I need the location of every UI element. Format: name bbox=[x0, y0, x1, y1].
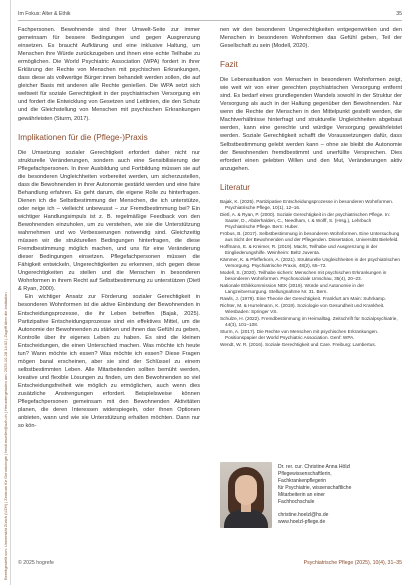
author-affiliation-line: für Psychiatrie, wissenschaftliche bbox=[278, 485, 352, 491]
reference-item: Sturm, A. (2017). Die Rechte von Menschen mit psychischen Erkrankungen. Positionspapier der World Psychiatric Association. Genf: WPA. bbox=[220, 328, 379, 340]
author-photo bbox=[220, 462, 272, 528]
paragraph-intro-left: Fachpersonen. Bewohnende sind ihrer Umwelt-Seite zur immer gemeinsam für bessere Bedingungen und gegen Ausgrenzung einsetzen. Es braucht Aufklärung und eine inklusive Haltung, um Menschen ihre Würde zurückzugeben und ihnen eine echte Teilhabe zu ermöglichen. Die World Psychiatric Association (WPA) fordert in ihrer Erklärung der Rechte von Menschen mit psychischen Erkrankungen, dass diese als vollwertige Bürger:innen behandelt werden sollen, die auf gleicher Basis mit anderen alle Rechte genießen. Die WPA setzt sich weltweit für soziale Gerechtigkeit in der psychiatrischen Versorgung ein und fordert die Entwicklung von Gesetzen und Leitlinien, die den Schutz und die Gleichstellung von Menschen mit psychischen Erkrankungen gewährleisten (Sturm, 2017). bbox=[18, 27, 200, 122]
copyright-notice: © 2025 hogrefe bbox=[18, 560, 54, 566]
reference-item: Schulze, H. (2022). Fremdbestimmung im Heimalltag. Zeitschrift für Sozialpsychiatrie, 44(3), 101–108. bbox=[220, 315, 398, 327]
section-heading-literatur: Literatur bbox=[220, 182, 251, 192]
reference-item: Fröbus, B. (2017). Selbstbestimmung in besonderen Wohnformen. Eine Untersuchung aus Sicht der Bewohnenden und der Pflegenden. Dissertation, Universität Bielefeld. bbox=[220, 230, 400, 243]
reference-item: Dietl, A. & Ryan, P. (2000). Soziale Gerechtigkeit in der psychiatrischen Pflege. In: Sauter, D., Abderhalden, C., Needham, I. & Wolff, S. (Hrsg.), Lehrbuch Psychiatrische Pflege. Bern: Huber. bbox=[220, 211, 391, 230]
left-column bbox=[18, 26, 200, 556]
section-heading-fazit: Fazit bbox=[220, 60, 238, 70]
author-affiliation-line: Fachkrankenpflegerin bbox=[278, 478, 327, 484]
reference-item: Wendt, W. R. (2016). Soziale Gerechtigkeit und Care. Freiburg: Lambertus. bbox=[220, 341, 376, 347]
author-affiliation-line: Pflegewissenschaftlerin, bbox=[278, 471, 332, 477]
reference-item: Modell, S. (2020). Teilhabe sichern: Menschen mit psychischen Erkrankungen in besonderen Wohnformen. Psychosoziale Umschau, 35(4), 20–23. bbox=[220, 269, 387, 282]
reference-item: Kämmer, K. & Pfefferkorn, A. (2021). Strukturelle Ungleichheiten in der psychiatrischen Versorgung. Psychiatrische Praxis, 48(2), 65–72. bbox=[220, 256, 400, 269]
page-footer bbox=[18, 560, 402, 570]
page-number: 35 bbox=[396, 11, 402, 17]
author-affiliation-line: Fachhochschule bbox=[278, 499, 315, 505]
journal-citation: Psychiatrische Pflege (2025), 10(4), 31–35 bbox=[303, 560, 402, 566]
author-web-link[interactable]: www.hoelzl-pflege.de bbox=[278, 519, 326, 525]
download-notice: Bereitgestellt von: Universität Zürich (UZH) | Zentrum für Gerontologie | heidi.mueller@uzh.ch | Heruntergeladen am: 2025-10-28 14:02 | Zugriff über die Institution bbox=[3, 292, 8, 580]
author-email-link[interactable]: christine.hoelzl@hs.de bbox=[278, 512, 329, 518]
reference-item: Rawls, J. (1979). Eine Theorie der Gerechtigkeit. Frankfurt am Main: Suhrkamp. bbox=[220, 295, 386, 301]
document-page bbox=[18, 10, 402, 575]
author-box bbox=[220, 458, 402, 548]
reference-item: Nationale Ethikkommission NEK (2019). Würde und Autonomie in der Langzeitversorgung. Stellungnahme Nr. 31. Bern. bbox=[220, 282, 365, 295]
author-info bbox=[278, 464, 402, 526]
section-heading-implications: Implikationen für die (Pflege-)Praxis bbox=[18, 132, 148, 142]
author-name: Dr. rer. cur. Christine Anna Hölzl bbox=[278, 464, 351, 470]
paragraph-practice-2: Ein wichtiger Ansatz zur Förderung sozialer Gerechtigkeit in besonderen Wohnformen ist die aktive Einbindung der Bewohnenden in Entscheidungsprozesse, die ihr Leben betreffen (Bajak, 2025). Partizipative Entscheidungsprozesse sind ein effektives Mittel, um die Autonomie der Bewohnenden zu stärken und ihnen das Gefühl zu geben, Kontrolle über ihr eigenes Leben zu haben. Es sind die kleinen Entscheidungen, die einen Unterschied machen. Was möchte ich heute tun? Wann möchte ich essen? Was möchte ich essen? Diese Fragen mögen banal erscheinen, aber sie sind der Schlüssel zu einem selbstbestimmten Leben. Alle Mitarbeitenden sollten bemüht werden, kreative und flexible Lösungen zu finden, um den Bewohnenden so viel Entscheidungsfreiheit wie möglich zu ermöglichen, auch wenn dies zusätzliche Anstrengungen erfordert. Beispielsweise können Pflegefachpersonen gemeinsam mit den Bewohnenden Aktivitäten planen, die deren Interessen widerspiegeln, oder ihnen Optionen anbieten, wann und wie sie Unterstützung erhalten möchten. Dann nur so kön- bbox=[18, 294, 200, 430]
running-header bbox=[18, 10, 402, 21]
author-affiliation-line: Mitarbeiterin an einer bbox=[278, 492, 325, 498]
running-title: Im Fokus: Alter & Ethik bbox=[18, 11, 71, 17]
download-sidebar bbox=[0, 0, 11, 585]
paragraph-practice-1: Die Umsetzung sozialer Gerechtigkeit erfordert daher nicht nur strukturelle Veränderungen, sondern auch eine Sensibilisierung der Pflegefachpersonen. In ihrer Ausbildung und Fortbildung müssen sie auf die besonderen Ungleichheiten vorbereitet werden, um sicherzustellen, dass die Bewohnenden in ihrer Autonomie gestärkt werden und eine faire Behandlung erfahren. Es geht darum, die eigene Rolle zu hinterfragen. Dienen ich die Selbstbestimmung der Menschen, die ich unterstütze, oder neige ich – vielleicht unbewusst – zur Fremdbestimmung bei? Ein wichtiger Handlungsimpuls ist z. B. regelmäßige Feedback von den Bewohnenden einzuholen, um zu verstehen, wie sie die Unterstützung wahrnehmen und wo Verbesserungen notwendig sind. Gleichzeitig müssen wir die strukturellen Bedingungen hinterfragen, die diese Fremdbestimmung möglich machen, und uns für eine Veränderung dieser Bedingungen einsetzen. Pflegefachpersonen müssen die Fähigkeit entwickeln, Ungerechtigkeiten zu erkennen, sich gegen diese Ungerechtigkeiten zu stellen und die Menschen in besonderen Wohnformen in ihrem Recht auf Selbstbestimmung zu unterstützen (Dietl & Ryan, 2000). bbox=[18, 149, 200, 293]
paragraph-fazit: Die Lebenssituation von Menschen in besonderen Wohnformen zeigt, wie weit wir von einer gerechten psychiatrischen Versorgung entfernt sind. Es bedarf eines grundlegenden Wandels sowohl in der Struktur der Versorgung als auch in der Haltung gegenüber den Bewohnenden. Nur wenn die Rechte der Menschen in den Mittelpunkt gestellt werden, die Machtverhältnisse hinterfragt und strukturelle Ungleichheiten abgebaut werden, kann eine gerechte und würdige Versorgung gewährleistet werden. Soziale Gerechtigkeit schafft die Voraussetzungen dafür, dass Selbstbestimmung gelebt werden kann – ohne sie bleibt die Autonomie der Bewohnenden fremdbestimmt und unerfüllte Versprechen. Dies erfordert einen gelebten Willen und den Mut, Veränderungen aktiv anzugehen. bbox=[220, 77, 402, 172]
paragraph-intro-right: nen wir den besonderen Ungerechtigkeiten entgegenwirken und den Menschen in besonderen Wohnformen das Gefühl geben, Teil der Gesellschaft zu sein (Modell, 2020). bbox=[220, 27, 402, 50]
right-column bbox=[220, 26, 402, 456]
reference-item: Hoffmann, E. & Kreimer, R. (2019). Macht, Teilhabe und Ausgrenzung in der Eingliederungshilfe. Weinheim: Beltz Juventa. bbox=[220, 243, 378, 256]
reference-item: Richter, M. & Hurrelmann, K. (2018). Soziologie von Gesundheit und Krankheit. Wiesbaden: Springer VS. bbox=[220, 302, 385, 314]
reference-list bbox=[220, 199, 402, 348]
reference-item: Bajak, K. (2025). Partizipative Entscheidungsprozesse in besonderen Wohnformen. Psychiatrische Pflege, 10(1), 12–16. bbox=[220, 198, 394, 210]
